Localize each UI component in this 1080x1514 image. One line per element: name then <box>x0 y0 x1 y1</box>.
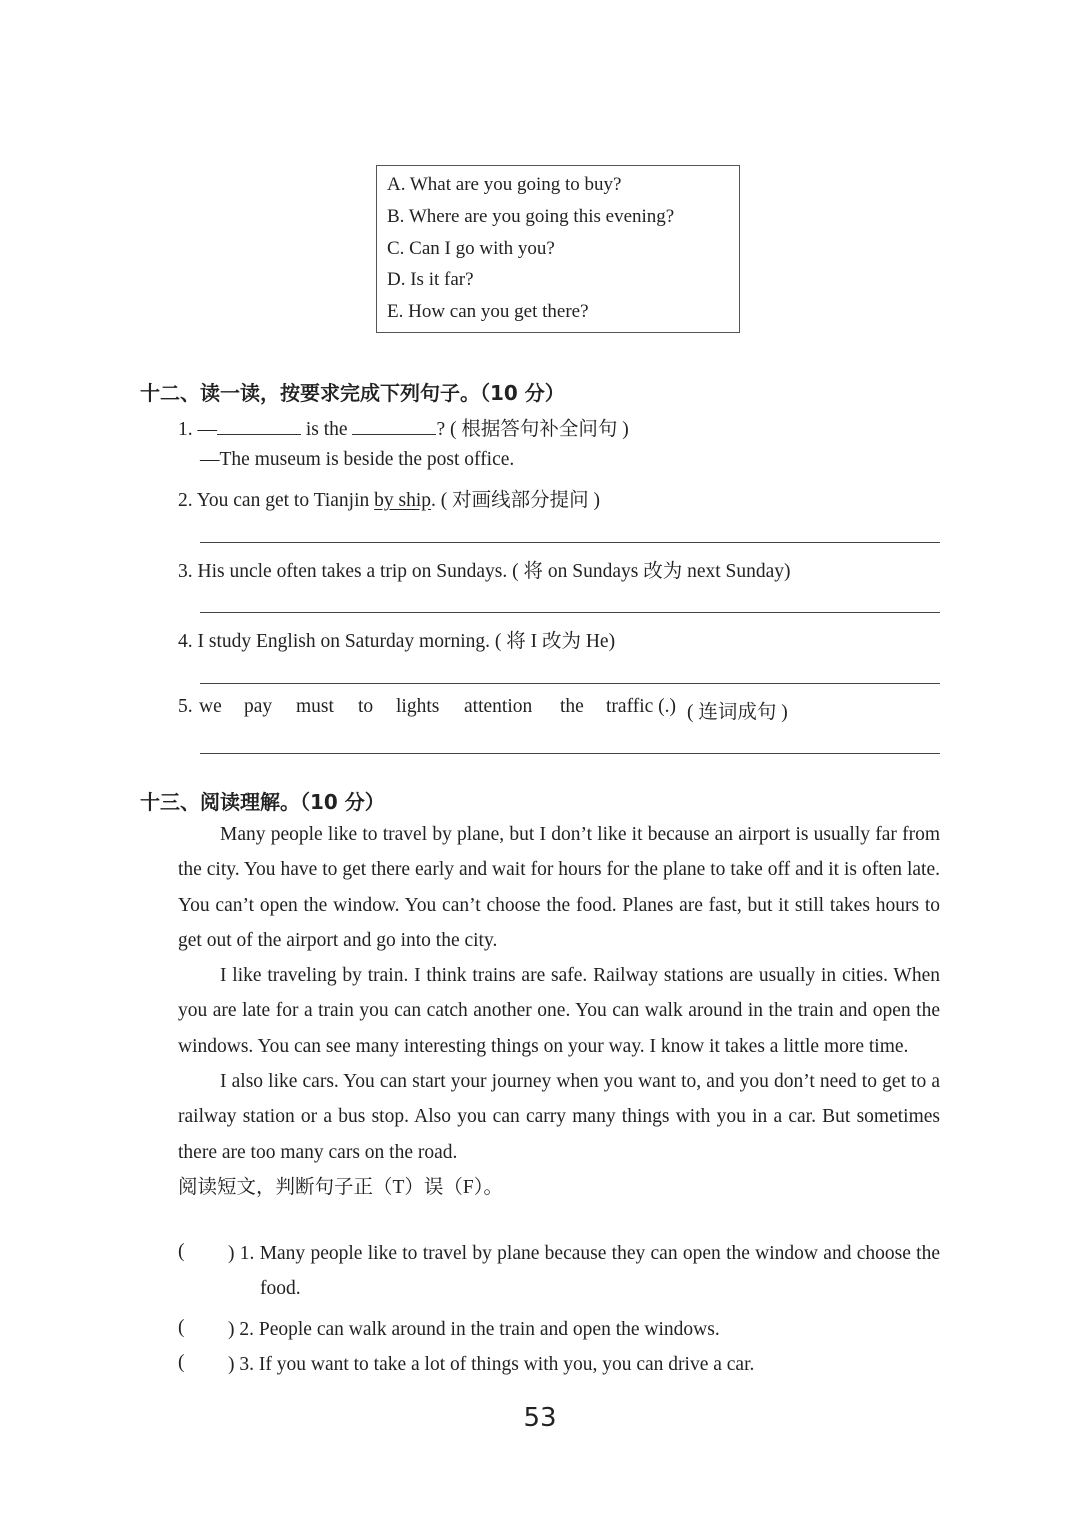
q4-answer-line[interactable] <box>200 683 940 684</box>
q5-word: we <box>199 696 222 717</box>
q1-blank-2[interactable] <box>352 416 436 435</box>
page-number: 53 <box>523 1403 557 1433</box>
q2-prefix: 2. You can get to Tianjin <box>178 490 375 511</box>
options-box <box>376 165 740 333</box>
q1-mid: is the <box>301 419 353 440</box>
tf-item-3 <box>0 1352 1080 1387</box>
tf-text: ) 3. If you want to take a lot of things with you, you can drive a car. <box>228 1354 755 1375</box>
option-d: D. Is it far? <box>387 269 474 290</box>
q1-answer: —The museum is beside the post office. <box>200 449 515 470</box>
tf-text: ) 2. People can walk around in the train and open the windows. <box>228 1319 720 1340</box>
paragraph: I like traveling by train. I think trains are safe. Railway stations are usually in cities. When you are late for a train you can catch another one. You can walk around in the train and open the windows. You can see many interesting things on your way. I know it takes a little more time. <box>178 965 940 1057</box>
question-5 <box>178 696 788 723</box>
section12-heading: 十二、读一读，按要求完成下列句子。（10 分） <box>140 381 565 405</box>
q5-instruction: ( 连词成句 ) <box>687 702 788 723</box>
reading-instruction: 阅读短文，判断句子正（T）误（F）。 <box>178 1176 504 1198</box>
question-4: 4. I study English on Saturday morning. ( 将 I 改为 He) <box>178 631 616 652</box>
q5-word: lights <box>396 696 440 717</box>
tf-text-content: ) 1. Many people like to travel by plane because they can open the window and choose the food. <box>228 1243 940 1299</box>
q2-underlined: by ship <box>374 490 432 511</box>
tf-item-1 <box>0 1241 1080 1311</box>
tf-paren[interactable]: ( <box>178 1352 185 1373</box>
section13-heading: 十三、阅读理解。（10 分） <box>140 790 385 814</box>
question-3: 3. His uncle often takes a trip on Sundays. ( 将 on Sundays 改为 next Sunday) <box>178 561 791 582</box>
q1-suffix: ? ( 根据答句补全问句 ) <box>436 419 629 440</box>
paragraph: Many people like to travel by plane, but I don’t like it because an airport is usually far from the city. You have to get there early and wait for hours for the plane to take off and it is often late. You can’t open the window. You can’t choose the food. Planes are fast, but it still takes hours to get out of the airport and go into the city. <box>178 824 940 951</box>
q5-word: pay <box>244 696 273 717</box>
reading-passage <box>178 817 940 1205</box>
q1-prefix: 1. — <box>178 419 217 440</box>
option-c: C. Can I go with you? <box>387 238 555 259</box>
q5-word: traffic (.) <box>606 696 677 717</box>
q5-word: the <box>560 696 584 717</box>
paragraph: I also like cars. You can start your journey when you want to, and you don’t need to get to a railway station or a bus stop. Also you can carry many things with you in a car. But sometimes there are too many cars on the road. <box>178 1071 940 1163</box>
q1-blank-1[interactable] <box>217 416 301 435</box>
q3-answer-line[interactable] <box>200 612 940 613</box>
question-1 <box>178 413 629 441</box>
q2-suffix: . ( 对画线部分提问 ) <box>431 490 601 511</box>
option-a: A. What are you going to buy? <box>387 174 622 195</box>
q5-word: to <box>358 696 374 717</box>
option-b: B. Where are you going this evening? <box>387 206 675 227</box>
tf-paren[interactable]: ( <box>178 1241 185 1262</box>
tf-paren[interactable]: ( <box>178 1317 185 1338</box>
q5-number: 5. <box>178 696 193 717</box>
q2-answer-line[interactable] <box>200 542 940 543</box>
q5-answer-line[interactable] <box>200 753 940 754</box>
tf-text <box>228 1236 940 1306</box>
q5-word: must <box>296 696 334 717</box>
q5-word: attention <box>464 696 533 717</box>
question-2 <box>178 484 600 512</box>
option-e: E. How can you get there? <box>387 301 589 322</box>
